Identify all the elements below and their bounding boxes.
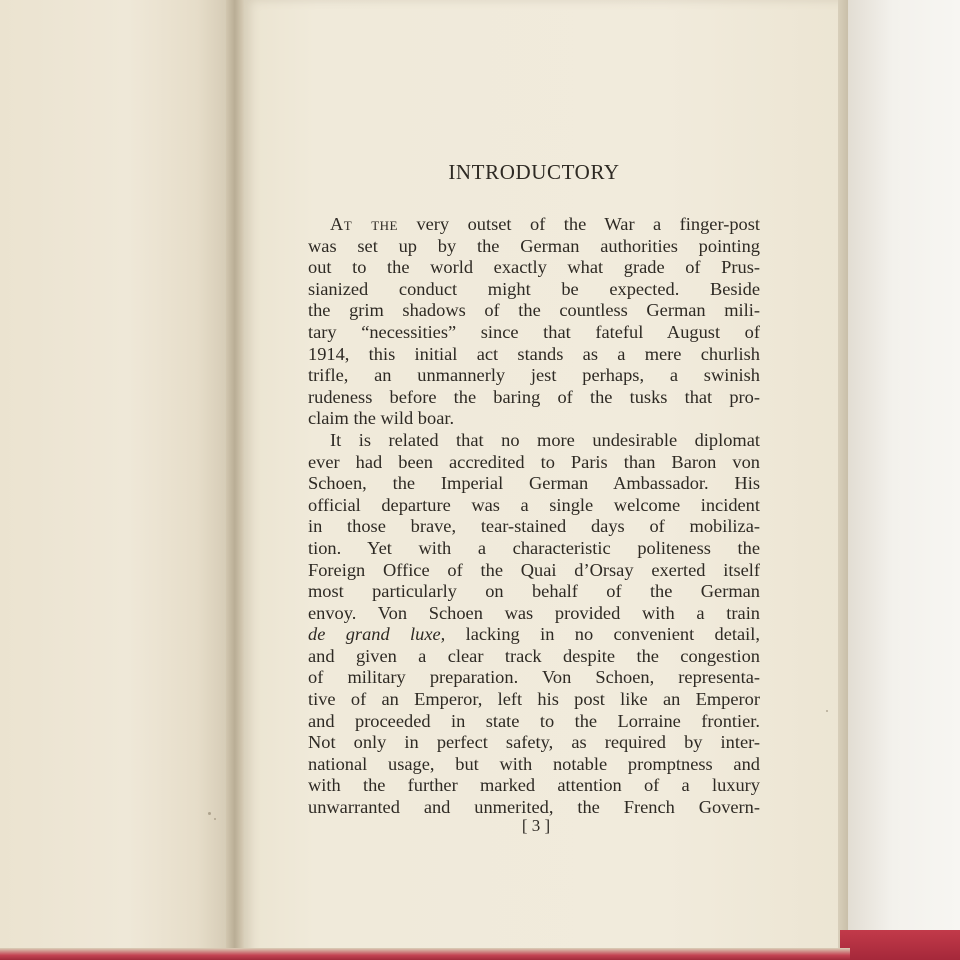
paper-speck (826, 710, 828, 712)
text-line: the grim shadows of the countless German mili- (308, 300, 760, 321)
text-line: unwarranted and unmerited, the French Govern- (308, 797, 760, 818)
text-line: Not only in perfect safety, as required by inter- (308, 732, 760, 753)
text-line: envoy. Von Schoen was provided with a train (308, 602, 760, 623)
text-line: rudeness before the baring of the tusks that pro- (308, 386, 760, 407)
text-line: 1914, this initial act stands as a mere churlish (308, 343, 760, 364)
text-line: was set up by the German authorities pointing (308, 235, 760, 256)
text-line: ever had been accredited to Paris than Baron von (308, 451, 760, 472)
text-line: sianized conduct might be expected. Beside (308, 278, 760, 299)
text-line: most particularly on behalf of the German (308, 581, 760, 602)
text-line: and proceeded in state to the Lorraine frontier. (308, 710, 760, 731)
text-line: with the further marked attention of a luxury (308, 775, 760, 796)
text-line-rest: lacking in no convenient detail, (445, 624, 760, 645)
table-surface (848, 0, 960, 960)
chapter-title: INTRODUCTORY (448, 160, 620, 184)
text-line (308, 214, 760, 236)
text-line: trifle, an unmannerly jest perhaps, a swinish (308, 365, 760, 386)
text-line: Foreign Office of the Quai d’Orsay exerted itself (308, 559, 760, 580)
text-line: claim the wild boar. (308, 408, 455, 429)
text-line: of military preparation. Von Schoen, representa- (308, 667, 760, 688)
text-line: Schoen, the Imperial German Ambassador. His (308, 473, 760, 494)
text-line: tive of an Emperor, left his post like an Emperor (308, 689, 760, 710)
text-line: official departure was a single welcome incident (308, 494, 760, 515)
text-line: out to the world exactly what grade of Prus- (308, 257, 760, 278)
text-line-rest: very outset of the War a finger-post (397, 214, 760, 234)
red-cover-bottom (0, 948, 850, 960)
text-line (308, 624, 760, 646)
text-line: tary “necessities” since that fateful August of (308, 321, 760, 342)
paper-speck (208, 812, 211, 815)
page-number: [ 3 ] (521, 816, 551, 835)
text-line: national usage, but with notable promptness and (308, 753, 760, 774)
lead-words: At the (330, 214, 398, 234)
paper-speck (214, 818, 216, 820)
left-page (0, 0, 232, 960)
text-line: in those brave, tear-stained days of mobiliza- (308, 516, 760, 537)
text-line: tion. Yet with a characteristic politeness the (308, 537, 760, 558)
text-line: It is related that no more undesirable diplomat (330, 429, 760, 450)
italic-phrase: de grand luxe, (308, 624, 446, 645)
page-text (308, 158, 760, 819)
page-edge (838, 0, 848, 960)
text-line: and given a clear track despite the congestion (308, 645, 760, 666)
red-cover-corner (840, 930, 960, 960)
